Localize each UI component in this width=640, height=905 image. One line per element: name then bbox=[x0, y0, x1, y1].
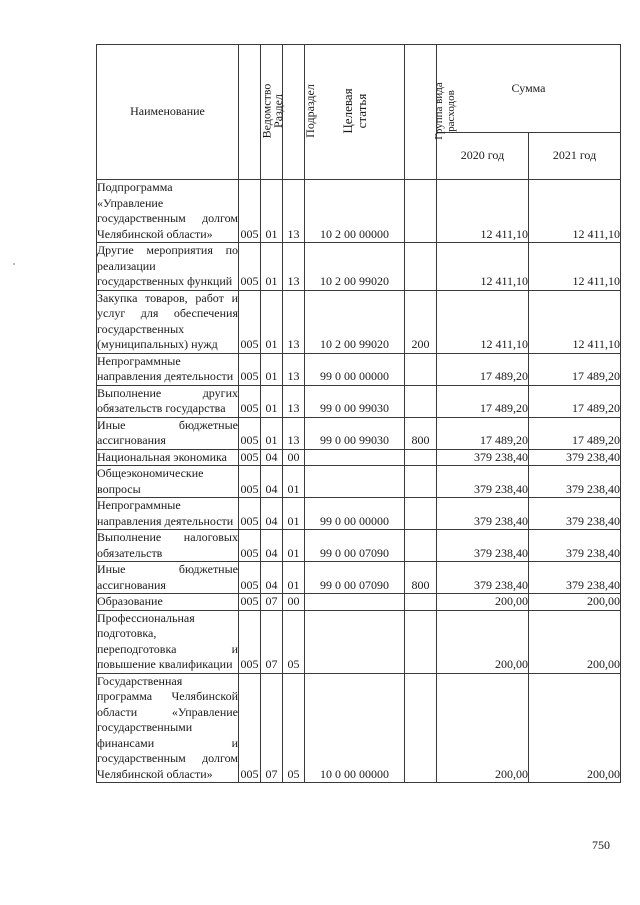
header-year-2021: 2021 год bbox=[529, 133, 621, 180]
row-podrazdel: 05 bbox=[283, 610, 305, 673]
table-row bbox=[97, 243, 621, 291]
table-row bbox=[97, 498, 621, 530]
row-name: Выполнение налоговых обязательств bbox=[97, 530, 238, 560]
row-podrazdel: 01 bbox=[283, 562, 305, 594]
row-razdel: 04 bbox=[261, 530, 283, 562]
table-row bbox=[97, 673, 621, 783]
row-celevaya: 99 0 00 00000 bbox=[305, 498, 405, 530]
row-vedomstvo: 005 bbox=[239, 385, 261, 417]
page-number: 750 bbox=[592, 838, 610, 852]
row-celevaya: 10 2 00 00000 bbox=[305, 180, 405, 243]
row-sum-2021: 379 238,40 bbox=[529, 466, 621, 498]
row-vedomstvo: 005 bbox=[240, 594, 259, 608]
header-podrazdel: Подраздел bbox=[283, 45, 305, 180]
row-name: Выполнение других обязательств государства bbox=[97, 385, 238, 415]
row-sum-2021: 17 489,20 bbox=[529, 417, 621, 449]
row-celevaya: 99 0 00 00000 bbox=[305, 353, 405, 385]
header-year-2020: 2020 год bbox=[437, 133, 529, 180]
row-sum-2021: 379 238,40 bbox=[529, 498, 621, 530]
header-summa: Сумма bbox=[437, 45, 621, 133]
row-name: Непрограммные направления деятельности bbox=[97, 353, 239, 385]
row-sum-2020: 379 238,40 bbox=[437, 449, 529, 466]
table-row bbox=[97, 594, 621, 611]
row-gruppa bbox=[405, 180, 437, 243]
scan-speck bbox=[13, 263, 15, 265]
row-sum-2021: 379 238,40 bbox=[529, 530, 621, 562]
table-row bbox=[97, 385, 621, 417]
row-gruppa bbox=[405, 466, 437, 498]
row-gruppa bbox=[405, 610, 437, 673]
row-gruppa: 800 bbox=[405, 417, 437, 449]
row-podrazdel: 13 bbox=[283, 243, 305, 291]
row-sum-2021: 12 411,10 bbox=[529, 290, 621, 353]
row-name: Непрограммные направления деятельности bbox=[97, 498, 239, 530]
row-razdel: 01 bbox=[261, 417, 283, 449]
row-sum-2021: 200,00 bbox=[529, 610, 621, 673]
row-podrazdel: 01 bbox=[283, 498, 305, 530]
row-razdel: 04 bbox=[261, 498, 283, 530]
row-vedomstvo: 005 bbox=[239, 673, 261, 783]
row-sum-2021: 12 411,10 bbox=[529, 243, 621, 291]
row-razdel: 01 bbox=[261, 353, 283, 385]
row-vedomstvo: 005 bbox=[239, 466, 261, 498]
row-vedomstvo: 005 bbox=[239, 610, 261, 673]
row-celevaya bbox=[305, 594, 405, 611]
row-name: Образование bbox=[97, 594, 239, 611]
row-razdel: 01 bbox=[261, 180, 283, 243]
row-vedomstvo: 005 bbox=[240, 449, 259, 464]
row-sum-2020: 200,00 bbox=[437, 673, 529, 783]
row-celevaya: 10 2 00 99020 bbox=[305, 243, 405, 291]
row-sum-2020: 379 238,40 bbox=[437, 466, 529, 498]
row-podrazdel: 00 bbox=[283, 449, 305, 466]
row-name: Другие мероприятия по реализации государственных функций bbox=[97, 243, 238, 288]
row-podrazdel: 13 bbox=[283, 385, 305, 417]
table-row bbox=[97, 417, 621, 449]
row-sum-2020: 379 238,40 bbox=[437, 530, 529, 562]
table-row bbox=[97, 562, 621, 594]
header-razdel: Раздел bbox=[261, 45, 283, 180]
row-name: Иные бюджетные ассигнования bbox=[97, 417, 238, 447]
row-sum-2020: 379 238,40 bbox=[437, 562, 529, 594]
row-vedomstvo: 005 bbox=[239, 180, 261, 243]
row-sum-2020: 12 411,10 bbox=[437, 290, 529, 353]
table-row bbox=[97, 353, 621, 385]
row-razdel: 01 bbox=[261, 243, 283, 291]
row-vedomstvo: 005 bbox=[239, 243, 261, 291]
row-sum-2021: 379 238,40 bbox=[529, 449, 621, 466]
row-gruppa bbox=[405, 673, 437, 783]
row-celevaya: 99 0 00 07090 bbox=[305, 530, 405, 562]
row-name: Национальная экономика bbox=[97, 449, 239, 466]
row-celevaya: 99 0 00 99030 bbox=[305, 417, 405, 449]
row-name: Общеэкономические вопросы bbox=[97, 466, 239, 498]
row-vedomstvo: 005 bbox=[239, 290, 261, 353]
table-row bbox=[97, 290, 621, 353]
row-razdel: 01 bbox=[261, 290, 283, 353]
row-name: Иные бюджетные ассигнования bbox=[97, 562, 238, 592]
row-podrazdel: 01 bbox=[283, 466, 305, 498]
row-sum-2020: 17 489,20 bbox=[437, 417, 529, 449]
budget-table-body bbox=[97, 180, 621, 783]
row-sum-2020: 17 489,20 bbox=[437, 353, 529, 385]
row-vedomstvo: 005 bbox=[239, 562, 261, 594]
header-gruppa: Группа вида расходов bbox=[405, 45, 437, 180]
row-podrazdel: 01 bbox=[283, 530, 305, 562]
row-celevaya: 99 0 00 99030 bbox=[305, 385, 405, 417]
row-celevaya bbox=[305, 449, 405, 466]
row-podrazdel: 13 bbox=[283, 353, 305, 385]
row-razdel: 07 bbox=[261, 610, 283, 673]
row-gruppa bbox=[405, 385, 437, 417]
row-sum-2021: 200,00 bbox=[529, 673, 621, 783]
row-podrazdel: 05 bbox=[283, 673, 305, 783]
row-vedomstvo: 005 bbox=[239, 417, 261, 449]
row-name: Подпрограмма «Управление государственным долгом Челябинской области» bbox=[97, 180, 238, 241]
row-sum-2020: 17 489,20 bbox=[437, 385, 529, 417]
row-podrazdel: 00 bbox=[283, 594, 305, 611]
row-sum-2021: 17 489,20 bbox=[529, 353, 621, 385]
row-celevaya bbox=[305, 466, 405, 498]
row-name: Государственная программа Челябинской области «Управление государственными финансами и государственным долгом Челябинской области» bbox=[97, 673, 238, 781]
row-gruppa bbox=[405, 353, 437, 385]
header-name: Наименование bbox=[97, 45, 239, 180]
row-sum-2021: 17 489,20 bbox=[529, 385, 621, 417]
table-row bbox=[97, 449, 621, 466]
row-celevaya: 10 2 00 99020 bbox=[305, 290, 405, 353]
row-vedomstvo: 005 bbox=[239, 530, 261, 562]
row-gruppa bbox=[405, 530, 437, 562]
row-sum-2020: 379 238,40 bbox=[437, 498, 529, 530]
row-razdel: 01 bbox=[261, 385, 283, 417]
row-podrazdel: 13 bbox=[283, 180, 305, 243]
row-vedomstvo: 005 bbox=[239, 498, 261, 530]
header-vedomstvo: Ведомство bbox=[239, 45, 261, 180]
row-razdel: 04 bbox=[261, 466, 283, 498]
table-row bbox=[97, 466, 621, 498]
row-podrazdel: 13 bbox=[283, 290, 305, 353]
row-podrazdel: 13 bbox=[283, 417, 305, 449]
row-sum-2021: 379 238,40 bbox=[529, 562, 621, 594]
row-sum-2021: 200,00 bbox=[529, 594, 621, 611]
row-gruppa: 800 bbox=[405, 562, 437, 594]
table-row bbox=[97, 530, 621, 562]
row-sum-2020: 200,00 bbox=[437, 594, 529, 611]
row-gruppa bbox=[405, 594, 437, 611]
row-sum-2020: 12 411,10 bbox=[437, 180, 529, 243]
row-sum-2020: 12 411,10 bbox=[437, 243, 529, 291]
row-razdel: 04 bbox=[261, 562, 283, 594]
row-name: Профессиональная подготовка, переподготовка и повышение квалификации bbox=[97, 610, 238, 671]
row-gruppa bbox=[405, 243, 437, 291]
row-vedomstvo: 005 bbox=[239, 353, 261, 385]
table-row bbox=[97, 180, 621, 243]
row-celevaya bbox=[305, 610, 405, 673]
row-celevaya: 10 0 00 00000 bbox=[305, 673, 405, 783]
row-razdel: 07 bbox=[261, 594, 283, 611]
row-sum-2020: 200,00 bbox=[437, 610, 529, 673]
row-razdel: 07 bbox=[261, 673, 283, 783]
row-gruppa bbox=[405, 449, 437, 466]
row-name: Закупка товаров, работ и услуг для обеспечения государственных (муниципальных) нужд bbox=[97, 290, 238, 351]
row-gruppa bbox=[405, 498, 437, 530]
header-celevaya: Целевая статья bbox=[305, 45, 405, 180]
table-row bbox=[97, 610, 621, 673]
row-celevaya: 99 0 00 07090 bbox=[305, 562, 405, 594]
budget-table bbox=[96, 44, 621, 783]
row-gruppa: 200 bbox=[405, 290, 437, 353]
row-razdel: 04 bbox=[261, 449, 283, 466]
row-sum-2021: 12 411,10 bbox=[529, 180, 621, 243]
